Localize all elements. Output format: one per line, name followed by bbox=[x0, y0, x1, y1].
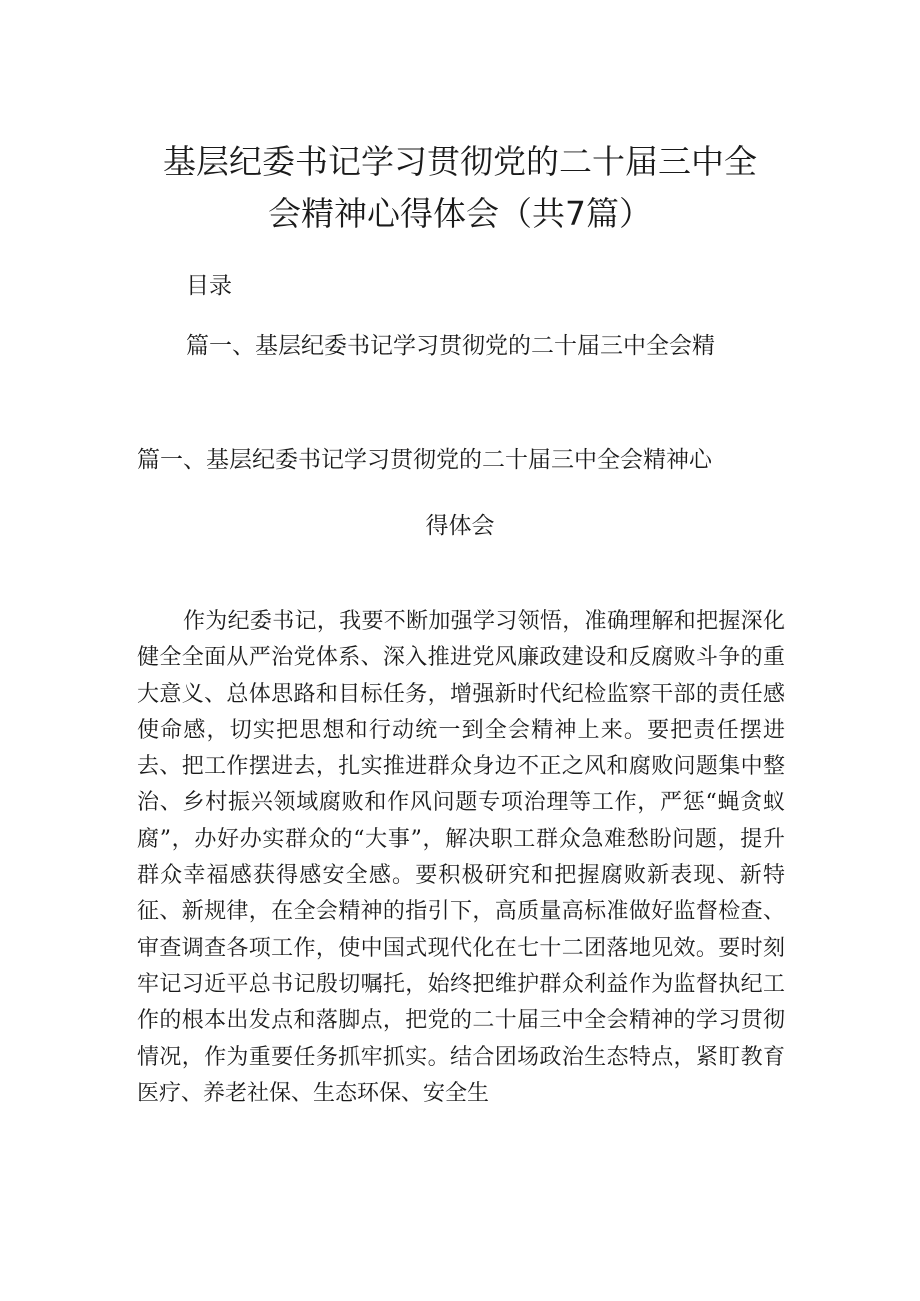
toc-item[interactable]: 篇一、基层纪委书记学习贯彻党的二十届三中全会精 bbox=[186, 333, 715, 359]
section-heading-line-2: 得体会 bbox=[425, 513, 495, 539]
document-title-line-1: 基层纪委书记学习贯彻党的二十届三中全 bbox=[163, 142, 757, 181]
document-title-line-2: 会精神心得体会（共7篇） bbox=[268, 194, 652, 233]
section-heading-line-1: 篇一、基层纪委书记学习贯彻党的二十届三中全会精神心 bbox=[137, 447, 712, 473]
toc-heading: 目录 bbox=[186, 273, 232, 299]
body-paragraph: 作为纪委书记，我要不断加强学习领悟，准确理解和把握深化健全全面从严治党体系、深入推进党风廉政建设和反腐败斗争的重大意义、总体思路和目标任务，增强新时代纪检监察干部的责任感使命感，切实把思想和行动统一到全会精神上来。要把责任摆进去、把工作摆进去，扎实推进群众身边不正之风和腐败问题集中整治、乡村振兴领域腐败和作风问题专项治理等工作，严惩“蝇贪蚁腐”，办好办实群众的“大事”，解决职工群众急难愁盼问题，提升群众幸福感获得感安全感。要积极研究和把握腐败新表现、新特征、新规律，在全会精神的指引下，高质量高标准做好监督检查、审查调查各项工作，使中国式现代化在七十二团落地见效。要时刻牢记习近平总书记殷切嘱托，始终把维护群众利益作为监督执纪工作的根本出发点和落脚点，把党的二十届三中全会精神的学习贯彻情况，作为重要任务抓牢抓实。结合团场政治生态特点，紧盯教育医疗、养老社保、生态环保、安全生 bbox=[137, 609, 785, 1106]
